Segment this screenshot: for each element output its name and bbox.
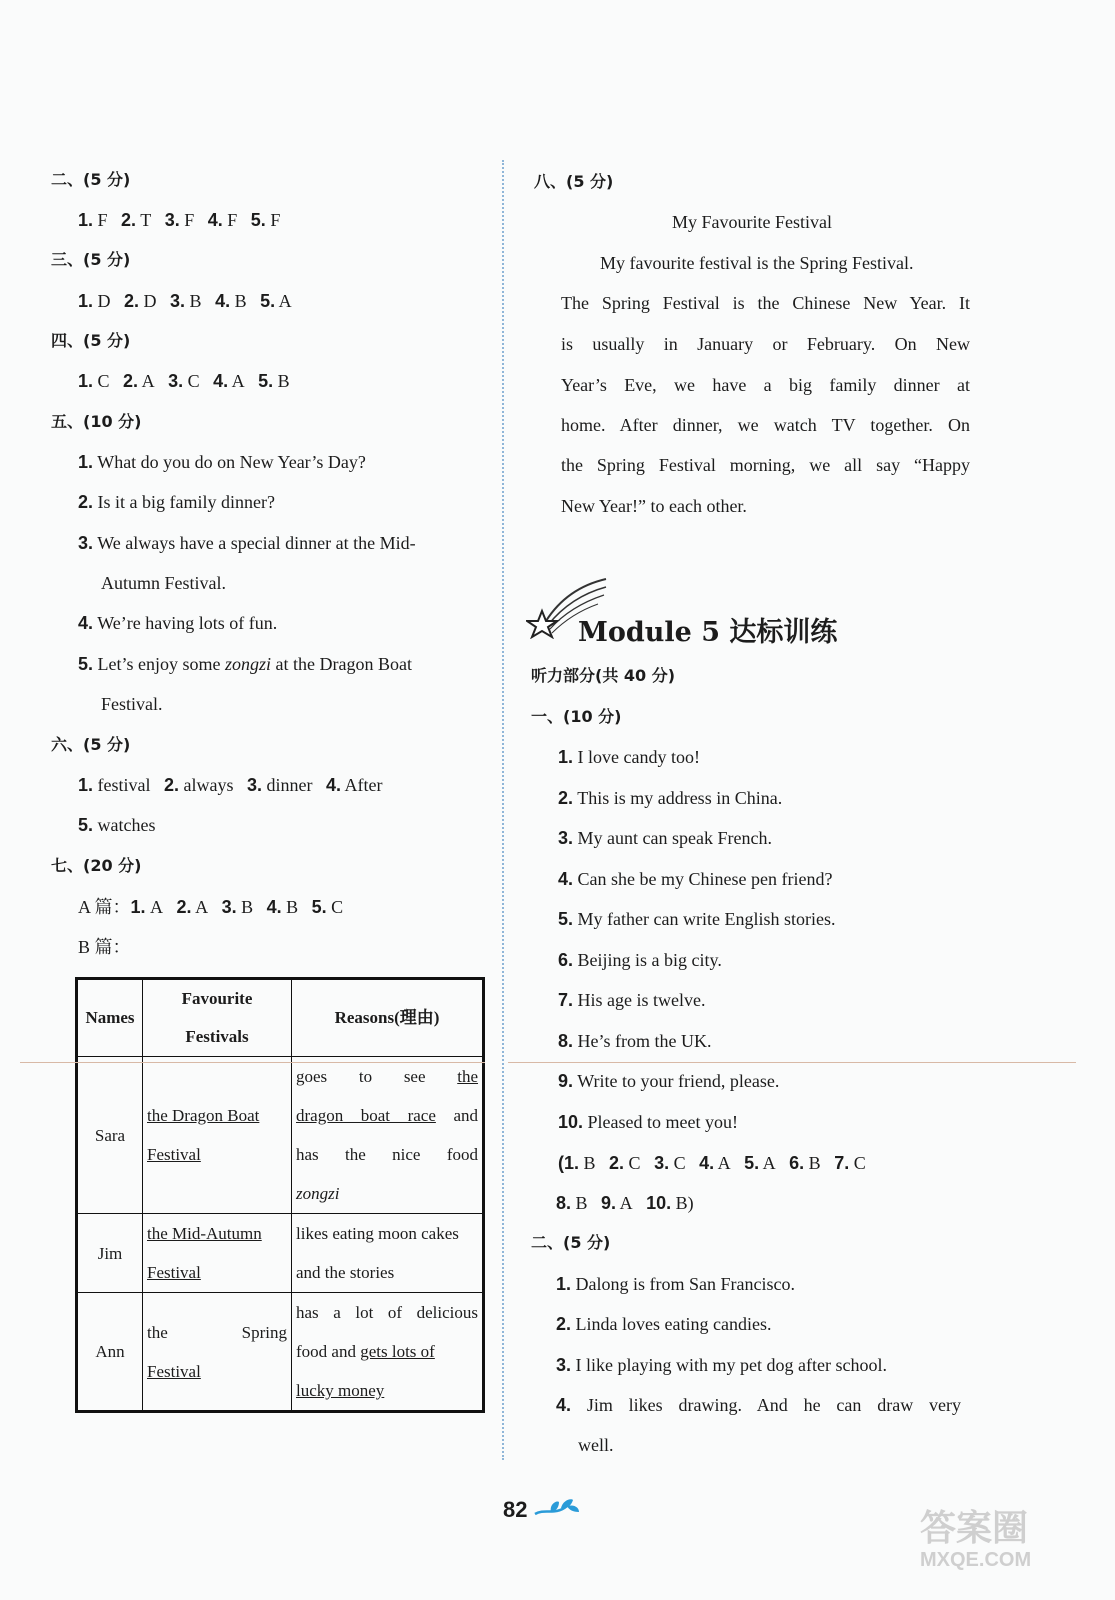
m5-item: 9. Write to your friend, please. (558, 1071, 780, 1091)
header-names: Names (77, 979, 143, 1057)
cell-name: Ann (77, 1293, 143, 1412)
cell-festival: the Spring Festival (143, 1293, 292, 1412)
cell-reason: has a lot of delicious food and gets lots of lucky money (292, 1293, 484, 1412)
page-number: 82 (503, 1497, 528, 1522)
section-5-item: 4. We’re having lots of fun. (78, 613, 278, 633)
essay-line: New Year!” to each other. (561, 496, 747, 516)
cell-festival: the Mid-Autumn Festival (143, 1214, 292, 1293)
table-row (77, 1293, 484, 1412)
watermark: 答案圈 MXQE.COM (920, 1507, 1032, 1571)
section-2-answers: 1. F 2. T 3. F 4. F 5. F (78, 210, 281, 230)
essay-line: is usually in January or February. On New (561, 334, 970, 354)
cell-reason: goes to see the dragon boat race and has the nice food zongzi (292, 1057, 484, 1214)
section-4-header: 四、(5 分) (51, 331, 131, 350)
column-divider (502, 160, 504, 1460)
cell-name: Jim (77, 1214, 143, 1293)
table-header-row (77, 979, 484, 1057)
m5-s2-item: 2. Linda loves eating candies. (556, 1314, 772, 1334)
section-5-item: 1. What do you do on New Year’s Day? (78, 452, 366, 472)
section-8-header: 八、(5 分) (534, 172, 614, 191)
section-7-b-label: B 篇： (78, 937, 131, 957)
leaf-sprig-icon (533, 1494, 583, 1524)
table-row (77, 1057, 484, 1214)
section-6-answers-cont: 5. watches (78, 815, 156, 835)
essay-line: The Spring Festival is the Chinese New Year. It (561, 293, 970, 313)
listening-header: 听力部分(共 40 分) (531, 666, 676, 685)
essay-line: the Spring Festival morning, we all say “Happy (561, 455, 970, 475)
m5-item: 10. Pleased to meet you! (558, 1112, 738, 1132)
section-5-header: 五、(10 分) (51, 412, 142, 431)
m5-s2-item: 1. Dalong is from San Francisco. (556, 1274, 795, 1294)
m5-item: 5. My father can write English stories. (558, 909, 836, 929)
section-3-header: 三、(5 分) (51, 250, 131, 269)
essay-line: home. After dinner, we watch TV together. On (561, 415, 970, 435)
m5-s2-item: 4. Jim likes drawing. And he can draw very (556, 1395, 961, 1415)
m5-s2-item-cont: well. (578, 1435, 614, 1455)
essay-line: My favourite festival is the Spring Festival. (600, 253, 914, 273)
module-title: Module 5 达标训练 (578, 617, 838, 648)
horizontal-rule-right (508, 1062, 1076, 1063)
header-reasons: Reasons(理由) (292, 979, 484, 1057)
section-3-answers: 1. D 2. D 3. B 4. B 5. A (78, 291, 292, 311)
m5-section-1-header: 一、(10 分) (531, 707, 622, 726)
table-row (77, 1214, 484, 1293)
m5-item: 6. Beijing is a big city. (558, 950, 722, 970)
section-6-header: 六、(5 分) (51, 735, 131, 754)
essay-line: Year’s Eve, we have a big family dinner at (561, 375, 970, 395)
horizontal-rule-left (20, 1062, 485, 1063)
header-festivals: Favourite Festivals (143, 979, 292, 1057)
m5-s2-item: 3. I like playing with my pet dog after school. (556, 1355, 887, 1375)
section-5-item-cont: Festival. (101, 694, 163, 714)
m5-item: 2. This is my address in China. (558, 788, 783, 808)
section-5-item-cont: Autumn Festival. (101, 573, 226, 593)
section-2-header: 二、(5 分) (51, 170, 131, 189)
section-6-answers: 1. festival 2. always 3. dinner 4. After (78, 775, 383, 795)
essay-title: My Favourite Festival (672, 212, 832, 232)
m5-item: 4. Can she be my Chinese pen friend? (558, 869, 833, 889)
m5-item: 7. His age is twelve. (558, 990, 706, 1010)
cell-name: Sara (77, 1057, 143, 1214)
m5-item: 3. My aunt can speak French. (558, 828, 772, 848)
section-7-a-answers: A 篇：1. A 2. A 3. B 4. B 5. C (78, 897, 344, 917)
m5-section-1-key: (1. B 2. C 3. C 4. A 5. A 6. B 7. C (558, 1153, 866, 1173)
m5-item: 8. He’s from the UK. (558, 1031, 712, 1051)
m5-section-2-header: 二、(5 分) (531, 1233, 611, 1252)
section-5-item: 2. Is it a big family dinner? (78, 492, 275, 512)
section-4-answers: 1. C 2. A 3. C 4. A 5. B (78, 371, 290, 391)
section-7-header: 七、(20 分) (51, 856, 142, 875)
cell-reason: likes eating moon cakes and the stories (292, 1214, 484, 1293)
section-5-item: 5. Let’s enjoy some zongzi at the Dragon Boat (78, 654, 412, 674)
section-5-item: 3. We always have a special dinner at the Mid- (78, 533, 416, 553)
m5-item: 1. I love candy too! (558, 747, 700, 767)
m5-section-1-key-cont: 8. B 9. A 10. B) (556, 1193, 694, 1213)
festival-table (75, 977, 485, 1413)
cell-festival: the Dragon Boat Festival (143, 1057, 292, 1214)
